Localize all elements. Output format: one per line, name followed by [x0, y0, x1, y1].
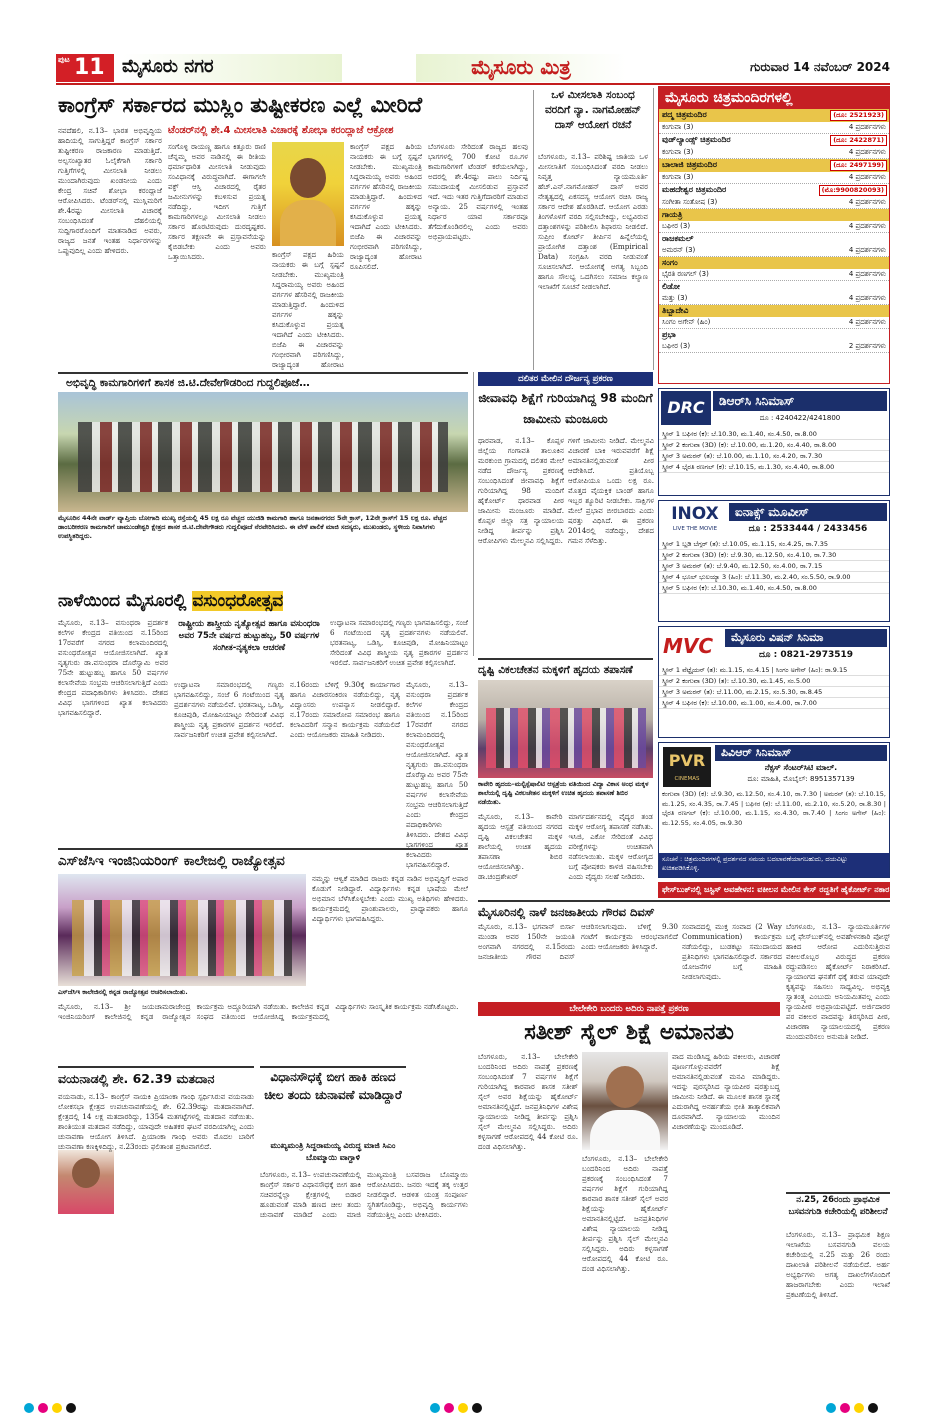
vasundhara-body-col5: ಮೈಸೂರು, ನ.13– ವಸುಂಧರಾ ಪ್ರದರ್ಶಕ ಕಲೆಗಳ ಕೇಂದ್ರದ ವತಿಯಿಂದ ನ.15ರಿಂದ 17ರವರೆಗೆ ನಗರದ ಕಲಾಮಂದಿರದಲ್ಲಿ ವಸುಂಧರೋತ್ಸವ ಆಯೋಜಿಸಲಾಗಿದೆ. ಖ್ಯಾತ ನೃತ್ಯಗುರು ಡಾ.ವಸುಂಧರಾ ದೊರೆಸ್ವಾಮಿ ಅವರ 75ನೇ ಹುಟ್ಟುಹಬ್ಬ ಹಾಗೂ 50 ವರ್ಷಗಳ ಕಲಾಸೇವೆಯ ಸಂಭ್ರಮ ಆಚರಿಸಲಾಗುತ್ತಿದೆ ಎಂದು ಕೇಂದ್ರದ ಪದಾಧಿಕಾರಿಗಳು ತಿಳಿಸಿದರು. ದೇಶದ ವಿವಿಧ ಭಾಗಗಳಿಂದ ಖ್ಯಾತ ಕಲಾವಿದರು ಭಾಗವಹಿಸಲಿದ್ದಾರೆ.: [406, 680, 468, 869]
theatre-show-row: [659, 172, 889, 184]
showtime-line: ಸ್ಕ್ರೀನ್ 1 ವೆಟ್ಟೈಯನ್ (ತ): ಮ.1.15, ಸಂ.4.15 | ಸಿಂಗಂ ಅಗೇನ್ (ಹಿಂ): ರಾ.9.15: [659, 665, 889, 676]
show-count: 4 ಪ್ರದರ್ಶನಗಳು: [848, 246, 886, 254]
blind-photo: [478, 680, 653, 778]
facebook-headline-text: ಫೇಸ್‌ಬುಕ್‌ನಲ್ಲಿ ಜಸ್ಟಿಸ್ ಅವಹೇಳನ: ವಕೀಲನ ಮೇಲಿನ ಕೇಸ್ ರದ್ದತಿಗೆ ಹೈಕೋರ್ಟ್ ನಕಾರ: [662, 885, 890, 894]
showtime-line: ಸ್ಕ್ರೀನ್ 1 ಬ್ಲಡಿ ಬೆಗ್ಗರ್ (ತ): ಬೆ.10.05, ಮ.1.15, ಸಂ.4.25, ರಾ.7.35: [659, 539, 889, 550]
mvc-title: ಮೈಸೂರು ವಿಷನ್ ಸಿನಿಮಾ: [725, 629, 887, 647]
inox-showtimes: [659, 539, 889, 594]
theatre-show-row: [659, 245, 889, 257]
sjce-headline: ಎಸ್‌ಜೆಸಿಇ ಇಂಜಿನಿಯರಿಂಗ್ ಕಾಲೇಜಲ್ಲಿ ರಾಜ್ಯೋತ್ಸವ: [58, 848, 468, 870]
theatre-show-row: [659, 122, 889, 134]
masthead: ಮೈಸೂರು ಮಿತ್ರ: [416, 54, 626, 82]
vasundhara-body-col4: ಉದ್ಘಾಟನಾ ಸಮಾರಂಭದಲ್ಲಿ ಗಣ್ಯರು ಭಾಗವಹಿಸಲಿದ್ದು, ಸಂಜೆ 6 ಗಂಟೆಯಿಂದ ನೃತ್ಯ ಪ್ರದರ್ಶನಗಳು ನಡೆಯಲಿವೆ. ಭರತನಾಟ್ಯ, ಒಡಿಸ್ಸಿ, ಕೂಚಿಪುಡಿ, ಮೋಹಿನಿಯಾಟ್ಟಂ ಸೇರಿದಂತೆ ವಿವಿಧ ಶಾಸ್ತ್ರೀಯ ನೃತ್ಯ ಪ್ರಕಾರಗಳ ಪ್ರದರ್ಶನ ಇರಲಿದೆ. ಸಾರ್ವಜನಿಕರಿಗೆ ಉಚಿತ ಪ್ರವೇಶ ಕಲ್ಪಿಸಲಾಗಿದೆ.: [330, 618, 468, 667]
bypoll-headline: [786, 1192, 890, 1226]
pvr-subtitle: ನೆಕ್ಸಸ್ ಸೆಂಟರ್‌ಸಿಟಿ ಮಾಲ್.: [764, 763, 838, 772]
page-header: [56, 54, 890, 82]
film-title: ಬಘೀರ (3): [662, 222, 691, 230]
vidhana-body: ಬೆಂಗಳೂರು, ನ.13– ಉಪಚುನಾವಣೆಯಲ್ಲಿ ಕಾಂಗ್ರೆಸ್ ಸರ್ಕಾರ ವಿಧಾನಸೌಧಕ್ಕೆ ಬೀಗ ಹಾಕಿ ಸಚಿವರನ್ನೆಲ್ಲಾ ಕ್ಷೇತ್ರಗಳಲ್ಲಿ ಬಿಡಾರ ಹೂಡುವಂತೆ ಮಾಡಿ ಹಣದ ಚೀಲ ತಂದು ಚುನಾವಣೆ ಮಾಡಿದೆ ಎಂದು ಮಾಜಿ ಮುಖ್ಯಮಂತ್ರಿ ಬಸವರಾಜ ಬೊಮ್ಮಾಯಿ ಆರೋಪಿಸಿದರು. ಜನರು ಇದಕ್ಕೆ ತಕ್ಕ ಉತ್ತರ ನೀಡಲಿದ್ದಾರೆ. ಆಡಳಿತ ಯಂತ್ರ ಸಂಪೂರ್ಣ ಸ್ಥಗಿತಗೊಂಡಿದ್ದು, ಅಭಿವೃದ್ಧಿ ಕಾರ್ಯಗಳು ನಡೆಯುತ್ತಿಲ್ಲ ಎಂದು ಟೀಕಿಸಿದರು.: [260, 1170, 468, 1219]
registration-dot: [840, 1403, 850, 1413]
registration-dot: [868, 1403, 878, 1413]
theatre-title: ಪ್ರಭಾ: [662, 330, 676, 339]
lead-headline: ಕಾಂಗ್ರೆಸ್ ಸರ್ಕಾರದ ಮುಸ್ಲಿಂ ತುಷ್ಟೀಕರಣ ಎಲ್ಲೆ ಮೀರಿದೆ: [58, 93, 423, 117]
bail-body-col1: ಧಾರವಾಡ, ನ.13– ಕೊಪ್ಪಳ ಜಿಲ್ಲೆಯ ಗಂಗಾವತಿ ತಾಲೂಕಿನ ಮರಕುಂಬಿ ಗ್ರಾಮದಲ್ಲಿ ದಲಿತರ ಮೇಲೆ ನಡೆದ ದೌರ್ಜನ್ಯ ಪ್ರಕರಣಕ್ಕೆ ಸಂಬಂಧಿಸಿದಂತೆ ಜೀವಾವಧಿ ಶಿಕ್ಷೆಗೆ ಗುರಿಯಾಗಿದ್ದ 98 ಮಂದಿಗೆ ಹೈಕೋರ್ಟ್ ಧಾರವಾಡ ಪೀಠ ಜಾಮೀನು ಮಂಜೂರು ಮಾಡಿದೆ. ಕೊಪ್ಪಳ ಜಿಲ್ಲಾ ಸತ್ರ ನ್ಯಾಯಾಲಯ ನೀಡಿದ್ದ ತೀರ್ಪನ್ನು ಪ್ರಶ್ನಿಸಿ ಆರೋಪಿಗಳು ಮೇಲ್ಮನವಿ ಸಲ್ಲಿಸಿದ್ದರು.: [478, 436, 564, 545]
show-count: 4 ಪ್ರದರ್ಶನಗಳು: [848, 173, 886, 181]
lead-body-col3: ಕಾಂಗ್ರೆಸ್ ಪಕ್ಷದ ಹಿರಿಯ ನಾಯಕರು ಈ ಬಗ್ಗೆ ಸ್ಪಷ್ಟನೆ ನೀಡಬೇಕು. ಮುಖ್ಯಮಂತ್ರಿ ಸಿದ್ದರಾಮಯ್ಯ ಅವರು ಅಹಿಂದ ವರ್ಗಗಳ ಹೆಸರಿನಲ್ಲಿ ರಾಜಕೀಯ ಮಾಡುತ್ತಿದ್ದಾರೆ. ಹಿಂದುಳಿದ ವರ್ಗಗಳ ಹಕ್ಕನ್ನು ಕಸಿದುಕೊಳ್ಳುವ ಪ್ರಯತ್ನ ಇದಾಗಿದೆ ಎಂದು ಟೀಕಿಸಿದರು. ಬಿಜೆಪಿ ಈ ವಿಚಾರವನ್ನು ಗಂಭೀರವಾಗಿ ಪರಿಗಣಿಸಿದ್ದು, ರಾಜ್ಯಾದ್ಯಂತ ಹೋರಾಟ: [272, 250, 344, 369]
theatre-show-row: [659, 197, 889, 209]
color-registration-dots-center: [430, 1398, 550, 1410]
person-face: [606, 1066, 644, 1108]
drc-logo: DRC: [661, 391, 711, 425]
lead-body-col2: ಸಂಗೊಳ್ಳಿ ರಾಯಣ್ಣ ಹಾಗೂ ಕಿತ್ತೂರು ರಾಣಿ ಚೆನ್ನಮ್ಮ ಅವರ ನಾಡಿನಲ್ಲಿ ಈ ರೀತಿಯ ಧರ್ಮಾಧಾರಿತ ಮೀಸಲಾತಿ ನೀಡುವುದು ಸಂವಿಧಾನಕ್ಕೆ ವಿರುದ್ಧವಾಗಿದೆ. ಈಗಾಗಲೇ ವಕ್ಫ್ ಆಸ್ತಿ ವಿಚಾರದಲ್ಲಿ ರೈತರ ಜಮೀನುಗಳನ್ನು ಕಬಳಿಸುವ ಪ್ರಯತ್ನ ನಡೆದಿದ್ದು, ಇದೀಗ ಗುತ್ತಿಗೆ ಕಾಮಗಾರಿಗಳಲ್ಲೂ ಮೀಸಲಾತಿ ನೀಡಲು ಸರ್ಕಾರ ಹೊರಟಿರುವುದು ದುರದೃಷ್ಟಕರ. ಸರ್ಕಾರ ತಕ್ಷಣವೇ ಈ ಪ್ರಸ್ತಾವನೆಯನ್ನು ಕೈಬಿಡಬೇಕು ಎಂದು ಅವರು ಒತ್ತಾಯಿಸಿದರು.: [168, 142, 266, 261]
inox-tagline: LIVE THE MOVIE: [672, 526, 718, 532]
film-title: ಕಂಗುವಾ (3): [662, 123, 694, 131]
column-divider: [653, 88, 654, 370]
theatre-name: [659, 184, 889, 197]
registration-dot: [430, 1403, 440, 1413]
vidhana-deck: [260, 1140, 406, 1166]
inox-block: [658, 500, 890, 622]
registration-dot: [854, 1403, 864, 1413]
mvc-phone: ದೂ : 0821-2973519: [758, 650, 854, 660]
lead-body-col4: ಕಾಂಗ್ರೆಸ್ ಪಕ್ಷದ ಹಿರಿಯ ನಾಯಕರು ಈ ಬಗ್ಗೆ ಸ್ಪಷ್ಟನೆ ನೀಡಬೇಕು. ಮುಖ್ಯಮಂತ್ರಿ ಸಿದ್ದರಾಮಯ್ಯ ಅವರು ಅಹಿಂದ ವರ್ಗಗಳ ಹೆಸರಿನಲ್ಲಿ ರಾಜಕೀಯ ಮಾಡುತ್ತಿದ್ದಾರೆ. ಹಿಂದುಳಿದ ವರ್ಗಗಳ ಹಕ್ಕನ್ನು ಕಸಿದುಕೊಳ್ಳುವ ಪ್ರಯತ್ನ ಇದಾಗಿದೆ ಎಂದು ಟೀಕಿಸಿದರು. ಬಿಜೆಪಿ ಈ ವಿಚಾರವನ್ನು ಗಂಭೀರವಾಗಿ ಪರಿಗಣಿಸಿದ್ದು, ರಾಜ್ಯಾದ್ಯಂತ ಹೋರಾಟ ರೂಪಿಸಲಿದೆ.: [350, 142, 422, 271]
vasundhara-deck: [174, 618, 324, 674]
theatre-title: ವುಡ್‌ಲ್ಯಾಂಡ್ಸ್ ಚಿತ್ರಮಂದಿರ: [662, 135, 731, 144]
sail-photo: [582, 1052, 668, 1150]
wayanad-headline: ವಯನಾಡಲ್ಲಿ ಶೇ. 62.39 ಮತದಾನ: [58, 1066, 254, 1088]
theatre-name: [659, 209, 889, 221]
film-title: ಭೈರತಿ ರಣಗಲ್ (3): [662, 270, 709, 278]
gudalipuje-caption: ಮೈಸೂರಿನ 44ನೇ ವಾರ್ಡ್ ವ್ಯಾಪ್ತಿಯ ಬೋಗಾದಿ ಮುಖ್ಯ ರಸ್ತೆಯಲ್ಲಿ 45 ಲಕ್ಷ ರೂ ವೆಚ್ಚದ ಯುಜಿಡಿ ಕಾಮಗಾರಿ ಹಾಗೂ ಜನತಾನಗರದ 5ನೇ ಕ್ರಾಸ್, 12ನೇ ಕ್ರಾಸ್‌ಗೆ 15 ಲಕ್ಷ ರೂ. ವೆಚ್ಚದ ಡಾಂಬರೀಕರಣ ಕಾಮಗಾರಿಗೆ ಚಾಮುಂಡೇಶ್ವರಿ ಕ್ಷೇತ್ರದ ಶಾಸಕ ಜಿ.ಟಿ.ದೇವೇಗೌಡರು ಗುದ್ದಲಿಪೂಜೆ ನೆರವೇರಿಸಿದರು. ಈ ವೇಳೆ ಪಾಲಿಕೆ ಮಾಜಿ ಸದಸ್ಯರು, ಮುಖಂಡರು, ಸ್ಥಳೀಯ ನಿವಾಸಿಗಳು ಉಪಸ್ಥಿತರಿದ್ದರು.: [58, 514, 447, 540]
showtime-line: ಸ್ಕ್ರೀನ್ 4 ಭೈರತಿ ರಣಗಲ್ (ಕ): ಬೆ.10.15, ಮ.1.30, ಸಂ.4.40, ರಾ.8.00: [659, 462, 889, 473]
commission-body: ಬೆಂಗಳೂರು, ನ.13– ಪರಿಶಿಷ್ಟ ಜಾತಿಯ ಒಳ ಮೀಸಲಾತಿಗೆ ಸಂಬಂಧಿಸಿದಂತೆ ವರದಿ ನೀಡಲು ನಿವೃತ್ತ ನ್ಯಾಯಮೂರ್ತಿ ಹೆಚ್.ಎನ್.ನಾಗಮೋಹನ್ ದಾಸ್ ಅವರ ನೇತೃತ್ವದಲ್ಲಿ ಏಕಸದಸ್ಯ ಆಯೋಗ ರಚಿಸಿ ರಾಜ್ಯ ಸರ್ಕಾರ ಆದೇಶ ಹೊರಡಿಸಿದೆ. ಆಯೋಗ ಎರಡು ತಿಂಗಳೊಳಗೆ ವರದಿ ಸಲ್ಲಿಸಬೇಕಿದ್ದು, ಲಭ್ಯವಿರುವ ದತ್ತಾಂಶಗಳನ್ನು ಪರಿಶೀಲಿಸಿ ಶಿಫಾರಸು ನೀಡಲಿದೆ. ಸುಪ್ರೀಂ ಕೋರ್ಟ್ ತೀರ್ಪಿನ ಹಿನ್ನೆಲೆಯಲ್ಲಿ ಪ್ರಾಯೋಗಿಕ ದತ್ತಾಂಶ (Empirical Data) ಸಂಗ್ರಹಿಸಿ ವರದಿ ನೀಡುವಂತೆ ಸೂಚಿಸಲಾಗಿದೆ. ಆಯೋಗಕ್ಕೆ ಅಗತ್ಯ ಸಿಬ್ಬಂದಿ ಹಾಗೂ ಸೌಲಭ್ಯ ಒದಗಿಸಲು ಸಮಾಜ ಕಲ್ಯಾಣ ಇಲಾಖೆಗೆ ಸೂಚನೆ ನೀಡಲಾಗಿದೆ.: [538, 152, 648, 291]
blind-body: ಮೈಸೂರು, ನ.13– ಕಾವೇರಿ ಹೃದಯ ಆಸ್ಪತ್ರೆ ವತಿಯಿಂದ ನಗರದ ದೃಷ್ಟಿ ವಿಕಲಚೇತನ ಮಕ್ಕಳ ಶಾಲೆಯಲ್ಲಿ ಉಚಿತ ಹೃದಯ ತಪಾಸಣಾ ಶಿಬಿರ ಆಯೋಜಿಸಲಾಗಿತ್ತು. ಡಾ.ಚಂದ್ರಶೇಖರ್ ಮಾರ್ಗದರ್ಶನದಲ್ಲಿ ವೈದ್ಯರ ತಂಡ ಮಕ್ಕಳ ಆರೋಗ್ಯ ತಪಾಸಣೆ ನಡೆಸಿತು. ಇಸಿಜಿ, ಎಕೋ ಸೇರಿದಂತೆ ವಿವಿಧ ಪರೀಕ್ಷೆಗಳನ್ನು ಉಚಿತವಾಗಿ ನಡೆಸಲಾಯಿತು. ಮಕ್ಕಳ ಆರೋಗ್ಯದ ಬಗ್ಗೆ ಪೋಷಕರು ಕಾಳಜಿ ವಹಿಸಬೇಕು ಎಂದು ವೈದ್ಯರು ಸಲಹೆ ನೀಡಿದರು.: [478, 812, 653, 881]
header-divider: [56, 83, 890, 85]
show-count: 4 ಪ್ರದರ್ಶನಗಳು: [848, 198, 886, 206]
theatre-phone: (ದೂ: 2497199): [830, 160, 887, 171]
theatre-show-row: [659, 269, 889, 281]
inox-logo-text: INOX: [671, 504, 719, 524]
showtime-line: ಸ್ಕ್ರೀನ್ 3 ಅಮರನ್ (ತ): ಬೆ.10.00, ಮ.1.10, ಸಂ.4.20, ರಾ.7.30: [659, 451, 889, 462]
theatre-title: ಪದ್ಮ ಚಿತ್ರಮಂದಿರ: [662, 110, 707, 119]
pvr-logo-text: PVR: [668, 751, 706, 770]
theatre-name: [659, 159, 889, 172]
gudalipuje-photo: [58, 392, 468, 512]
pvr-logo-sub: CINEMAS: [674, 776, 700, 782]
sjce-photo: [58, 874, 306, 986]
sjce-caption: ಎಸ್‌ಜೆಸಿಇ ಕಾಲೇಜಿನಲ್ಲಿ ಕನ್ನಡ ರಾಜ್ಯೋತ್ಸವ ಆಚರಿಸಲಾಯಿತು.: [58, 988, 188, 996]
theatre-name: [659, 233, 889, 245]
mvc-logo: MVC: [663, 634, 714, 658]
show-count: 4 ಪ್ರದರ್ಶನಗಳು: [848, 294, 886, 302]
show-count: 4 ಪ್ರದರ್ಶನಗಳು: [848, 318, 886, 326]
section-title: ಮೈಸೂರು ನಗರ: [122, 54, 342, 82]
theatre-name: [659, 109, 889, 122]
showtime-line: ಸ್ಕ್ರೀನ್ 4 ಭೂಲ್ ಭುಲಯ್ಯಾ 3 (ಹಿಂ): ಬೆ.11.30, ಮ.2.40, ಸಂ.5.50, ರಾ.9.00: [659, 572, 889, 583]
facebook-headline-band: [658, 882, 890, 898]
theatre-phone: (ದೂ: 2422871): [830, 135, 887, 146]
film-title: ಸಂಗೀತಾ ಸಂತೋಷ (3): [662, 198, 718, 206]
sail-kicker: ಬೇಲೇಕೇರಿ ಬಂದರು ಅದಿರು ನಾಪತ್ತೆ ಪ್ರಕರಣ: [478, 1002, 780, 1016]
showtime-line: ಸ್ಕ್ರೀನ್ 2 ಕಂಗುವಾ (3D) (ಕ): ಬೆ.10.00, ಮ.1.20, ಸಂ.4.40, ರಾ.8.00: [659, 440, 889, 451]
showtime-line: ಸ್ಕ್ರೀನ್ 4 ಬಘೀರ (ಕ): ಬೆ.10.00, ಮ.1.00, ಸಂ.4.00, ರಾ.7.00: [659, 698, 889, 709]
registration-dot: [472, 1403, 482, 1413]
theatre-list: [659, 109, 889, 353]
theatre-show-row: [659, 341, 889, 353]
vasundhara-headline-highlight: ವಸುಂಧರೋತ್ಸವ: [192, 591, 284, 611]
theatre-title: ರಾಜಕಮಲ್: [662, 234, 694, 243]
showtime-line: ಸ್ಕ್ರೀನ್ 1 ಬಘೀರ (ಕ): ಬೆ.10.30, ಮ.1.40, ಸಂ.4.50, ರಾ.8.00: [659, 429, 889, 440]
pvr-phone: ದೂ: ಮಾಹಿತಿ, ಮೊಬೈಲ್: 8951357139: [747, 775, 855, 783]
janajatiya-headline: ಮೈಸೂರಿನಲ್ಲಿ ನಾಳೆ ಜನಜಾತೀಯ ಗೌರವ ದಿವಸ್: [478, 900, 890, 920]
janajatiya-body2: ಸಂವಾದದಲ್ಲಿ ಮುಕ್ತ ಸಂವಾದ (2 Way Communication) ಕಾರ್ಯಕ್ರಮ ನಡೆಯಲಿದ್ದು, ಬುಡಕಟ್ಟು ಸಮುದಾಯದ ಪ್ರತಿನಿಧಿಗಳು ಭಾಗವಹಿಸಲಿದ್ದಾರೆ. ಸರ್ಕಾರದ ಯೋಜನೆಗಳ ಬಗ್ಗೆ ಮಾಹಿತಿ ನೀಡಲಾಗುವುದು.: [682, 922, 782, 981]
sail-headline: ಸತೀಶ್ ಸೈಲ್ ಶಿಕ್ಷೆ ಅಮಾನತು: [524, 1020, 734, 1045]
film-title: ಅಮರನ್ (3): [662, 246, 696, 254]
sail-body-col2: ಬೆಂಗಳೂರು, ನ.13– ಬೇಲೇಕೇರಿ ಬಂದರಿನಿಂದ ಅದಿರು ನಾಪತ್ತೆ ಪ್ರಕರಣಕ್ಕೆ ಸಂಬಂಧಿಸಿದಂತೆ 7 ವರ್ಷಗಳ ಶಿಕ್ಷೆಗೆ ಗುರಿಯಾಗಿದ್ದ ಕಾರವಾರ ಶಾಸಕ ಸತೀಶ್ ಸೈಲ್ ಅವರ ಶಿಕ್ಷೆಯನ್ನು ಹೈಕೋರ್ಟ್ ಅಮಾನತಿನಲ್ಲಿಟ್ಟಿದೆ. ಜನಪ್ರತಿನಿಧಿಗಳ ವಿಶೇಷ ನ್ಯಾಯಾಲಯ ನೀಡಿದ್ದ ತೀರ್ಪನ್ನು ಪ್ರಶ್ನಿಸಿ ಸೈಲ್ ಮೇಲ್ಮನವಿ ಸಲ್ಲಿಸಿದ್ದರು. ಅದಿರು ಕಳ್ಳಸಾಗಣೆ ಆರೋಪದಲ್ಲಿ 44 ಕೋಟಿ ರೂ. ದಂಡ ವಿಧಿಸಲಾಗಿತ್ತು.: [582, 1154, 668, 1273]
theatre-title: ಸಂಗಂ: [662, 258, 678, 267]
showtime-line: ಸ್ಕ್ರೀನ್ 3 ಅಮರನ್ (ತ): ಬೆ.9.40, ಮ.12.50, ಸಂ.4.00, ರಾ.7.15: [659, 561, 889, 572]
page-number-badge: [56, 54, 114, 82]
registration-dot: [38, 1403, 48, 1413]
drc-cinemas-block: [658, 388, 890, 496]
vasundhara-headline-plain: ನಾಳೆಯಿಂದ ಮೈಸೂರಲ್ಲಿ: [58, 591, 193, 611]
janajatiya-body1: ಮೈಸೂರು, ನ.13– ಭಗವಾನ್ ಬಿರ್ಸಾ ಮುಂಡಾ ಅವರ 150ನೇ ಜಯಂತಿ ಅಂಗವಾಗಿ ನಗರದಲ್ಲಿ ನ.15ರಂದು ಜನಜಾತೀಯ ಗೌರವ ದಿವಸ್ ಆಚರಿಸಲಾಗುವುದು. ಬೆಳಿಗ್ಗೆ 9.30 ಗಂಟೆಗೆ ಕಾರ್ಯಕ್ರಮ ಆರಂಭವಾಗಲಿದೆ ಎಂದು ಆಯೋಜಕರು ತಿಳಿಸಿದ್ದಾರೆ.: [478, 922, 678, 961]
color-registration-dots-left: [24, 1398, 144, 1410]
bypoll-headline-text: ನ.25, 26ರಂದು ಪ್ರಾಥಮಿಕ ಬಸವನಗುಡಿ ಕಚೇರಿಯಲ್ಲಿ ಪರಿಶೀಲನೆ: [788, 1195, 888, 1217]
showtime-line: ಸ್ಕ್ರೀನ್ 2 ಕಂಗುವಾ (3D) (ಕ): ಬೆ.9.30, ಮ.12.50, ಸಂ.4.10, ರಾ.7.30: [659, 550, 889, 561]
commission-headline: [538, 88, 648, 148]
mvc-block: [658, 626, 890, 738]
film-title: ಮತ್ತು (3): [662, 294, 688, 302]
lead-subhead: ಟೆಂಡರ್‌ನಲ್ಲಿ ಶೇ.4 ಮೀಸಲಾತಿ ವಿಚಾರಕ್ಕೆ ಶೋಭಾ ಕರಂದ್ಲಾಜೆ ಆಕ್ರೋಶ: [168, 125, 394, 136]
film-title: ಸಿಂಗಂ ಅಗೇನ್ (ಹಿಂ): [662, 318, 711, 326]
theatre-show-row: [659, 221, 889, 233]
registration-dot: [444, 1403, 454, 1413]
registration-dot: [52, 1403, 62, 1413]
pvr-note: ಸೂಚನೆ : ಚಿತ್ರಮಂದಿರಗಳಲ್ಲಿ ಪ್ರದರ್ಶನದ ಸಮಯ ಬದಲಾವಣೆಯಾಗಬಹುದು, ದಯವಿಟ್ಟು ಖಚಿತಪಡಿಸಿಕೊಳ್ಳಿ.: [659, 853, 889, 877]
sjce-body-bottom: ಮೈಸೂರು, ನ.13– ಶ್ರೀ ಜಯಚಾಮರಾಜೇಂದ್ರ ಇಂಜಿನಿಯರಿಂಗ್ ಕಾಲೇಜಿನಲ್ಲಿ ಕನ್ನಡ ರಾಜ್ಯೋತ್ಸವ ಕಾರ್ಯಕ್ರಮ ಅದ್ದೂರಿಯಾಗಿ ನಡೆಯಿತು. ಕಾಲೇಜಿನ ಕನ್ನಡ ಸಂಘದ ವತಿಯಿಂದ ಆಯೋಜಿಸಿದ್ದ ಕಾರ್ಯಕ್ರಮದಲ್ಲಿ ವಿದ್ಯಾರ್ಥಿಗಳು ಸಾಂಸ್ಕೃತಿಕ ಕಾರ್ಯಕ್ರಮ ನಡೆಸಿಕೊಟ್ಟರು.: [58, 1002, 459, 1021]
pvr-logo: [663, 747, 711, 787]
theatre-title: ಮಹದೇಶ್ವರ ಚಿತ್ರಮಂದಿರ: [662, 185, 727, 194]
page-label: ಪುಟ: [58, 55, 70, 64]
show-count: 4 ಪ್ರದರ್ಶನಗಳು: [848, 123, 886, 131]
color-registration-dots-right: [826, 1398, 946, 1410]
people-group: [78, 422, 448, 492]
theatre-show-row: [659, 293, 889, 305]
drc-showtimes: [659, 429, 889, 473]
bypoll-body: ಬೆಂಗಳೂರು, ನ.13– ಪ್ರಾಥಮಿಕ ಶಿಕ್ಷಣ ಇಲಾಖೆಯ ಬಸವನಗುಡಿ ವಲಯ ಕಚೇರಿಯಲ್ಲಿ ನ.25 ಮತ್ತು 26 ರಂದು ದಾಖಲಾತಿ ಪರಿಶೀಲನೆ ನಡೆಯಲಿದೆ. ಅರ್ಹ ಅಭ್ಯರ್ಥಿಗಳು ಅಗತ್ಯ ದಾಖಲೆಗಳೊಂದಿಗೆ ಹಾಜರಾಗಬೇಕು ಎಂದು ಇಲಾಖೆ ಪ್ರಕಟಣೆಯಲ್ಲಿ ತಿಳಿಸಿದೆ.: [786, 1230, 890, 1299]
theatre-title: ತಿಬ್ಬಾದೇವಿ: [662, 306, 689, 315]
page-number: 11: [74, 55, 105, 80]
theatre-phone: (ದೂ: 2521923): [830, 110, 887, 121]
blind-headline: ದೃಷ್ಟಿ ವಿಕಲಚೇತನ ಮಕ್ಕಳಿಗೆ ಹೃದಯ ತಪಾಸಣೆ: [478, 658, 653, 678]
film-title: ಕಂಗುವಾ (3): [662, 173, 694, 181]
theatre-show-row: [659, 147, 889, 159]
theatre-name: [659, 134, 889, 147]
lead-photo-shobha: [272, 142, 344, 246]
column-divider: [473, 372, 474, 656]
vidhana-headline-text: ವಿಧಾನಸೌಧಕ್ಕೆ ಬೀಗ ಹಾಕಿ ಹಣದ ಚೀಲ ತಂದು ಚುನಾವಣೆ ಮಾಡಿದ್ದಾರೆ: [264, 1070, 402, 1102]
stage-people: [72, 900, 292, 976]
theatre-name: [659, 257, 889, 269]
vidhana-headline: [260, 1066, 406, 1138]
sjce-body-right: ನಮ್ಮನ್ನು ಆಳ್ವಿಕೆ ಮಾಡಿದ ರಾಜರು ಕನ್ನಡ ನಾಡಿನ ಅಭಿವೃದ್ಧಿಗೆ ಅಪಾರ ಕೊಡುಗೆ ನೀಡಿದ್ದಾರೆ. ವಿದ್ಯಾರ್ಥಿಗಳು ಕನ್ನಡ ಭಾಷೆಯ ಮೇಲೆ ಅಭಿಮಾನ ಬೆಳೆಸಿಕೊಳ್ಳಬೇಕು ಎಂದು ಮುಖ್ಯ ಅತಿಥಿಗಳು ಹೇಳಿದರು. ಕಾರ್ಯಕ್ರಮದಲ್ಲಿ ಪ್ರಾಂಶುಪಾಲರು, ಪ್ರಾಧ್ಯಾಪಕರು ಹಾಗೂ ವಿದ್ಯಾರ್ಥಿಗಳು ಭಾಗವಹಿಸಿದ್ದರು.: [312, 874, 468, 923]
bail-headline-text: ಜೀವಾವಧಿ ಶಿಕ್ಷೆಗೆ ಗುರಿಯಾಗಿದ್ದ 98 ಮಂದಿಗೆ ಜಾಮೀನು ಮಂಜೂರು: [478, 391, 653, 426]
vasundhara-body-col2: ಉದ್ಘಾಟನಾ ಸಮಾರಂಭದಲ್ಲಿ ಗಣ್ಯರು ಭಾಗವಹಿಸಲಿದ್ದು, ಸಂಜೆ 6 ಗಂಟೆಯಿಂದ ನೃತ್ಯ ಪ್ರದರ್ಶನಗಳು ನಡೆಯಲಿವೆ. ಭರತನಾಟ್ಯ, ಒಡಿಸ್ಸಿ, ಕೂಚಿಪುಡಿ, ಮೋಹಿನಿಯಾಟ್ಟಂ ಸೇರಿದಂತೆ ವಿವಿಧ ಶಾಸ್ತ್ರೀಯ ನೃತ್ಯ ಪ್ರಕಾರಗಳ ಪ್ರದರ್ಶನ ಇರಲಿದೆ. ಸಾರ್ವಜನಿಕರಿಗೆ ಉಚಿತ ಪ್ರವೇಶ ಕಲ್ಪಿಸಲಾಗಿದೆ.: [174, 680, 284, 739]
film-title: ಕಂಗುವಾ (3): [662, 148, 694, 156]
sail-body-col1: ಬೆಂಗಳೂರು, ನ.13– ಬೇಲೇಕೇರಿ ಬಂದರಿನಿಂದ ಅದಿರು ನಾಪತ್ತೆ ಪ್ರಕರಣಕ್ಕೆ ಸಂಬಂಧಿಸಿದಂತೆ 7 ವರ್ಷಗಳ ಶಿಕ್ಷೆಗೆ ಗುರಿಯಾಗಿದ್ದ ಕಾರವಾರ ಶಾಸಕ ಸತೀಶ್ ಸೈಲ್ ಅವರ ಶಿಕ್ಷೆಯನ್ನು ಹೈಕೋರ್ಟ್ ಅಮಾನತಿನಲ್ಲಿಟ್ಟಿದೆ. ಜನಪ್ರತಿನಿಧಿಗಳ ವಿಶೇಷ ನ್ಯಾಯಾಲಯ ನೀಡಿದ್ದ ತೀರ್ಪನ್ನು ಪ್ರಶ್ನಿಸಿ ಸೈಲ್ ಮೇಲ್ಮನವಿ ಸಲ್ಲಿಸಿದ್ದರು. ಅದಿರು ಕಳ್ಳಸಾಗಣೆ ಆರೋಪದಲ್ಲಿ 44 ಕೋಟಿ ರೂ. ದಂಡ ವಿಧಿಸಲಾಗಿತ್ತು.: [478, 1052, 578, 1151]
theatre-name: [659, 329, 889, 341]
pvr-showtimes: ಕಂಗುವಾ (3D) (ಕ): ಬೆ.9.30, ಮ.12.50, ಸಂ.4.10, ರಾ.7.30 | ಅಮರನ್ (ತ): ಬೆ.10.15, ಮ.1.25, ಸಂ.4.35, ರಾ.7.45 | ಬಘೀರ (ಕ): ಬೆ.11.00, ಮ.2.10, ಸಂ.5.20, ರಾ.8.30 | ಭೈರತಿ ರಣಗಲ್ (ಕ): ಬೆ.10.00, ಮ.1.15, ಸಂ.4.30, ರಾ.7.40 | ಸಿಂಗಂ ಅಗೇನ್ (ಹಿಂ): ಮ.12.55, ಸಂ.4.05, ರಾ.9.30: [662, 790, 886, 827]
inox-logo: [663, 503, 727, 537]
show-count: 4 ಪ್ರದರ್ಶನಗಳು: [848, 222, 886, 230]
registration-dot: [24, 1403, 34, 1413]
person-shirt: [590, 1110, 660, 1150]
person-body: [280, 200, 336, 246]
theatre-listing-panel: [658, 86, 890, 384]
vasundhara-deck-text: ರಾಷ್ಟ್ರೀಯ ಶಾಸ್ತ್ರೀಯ ನೃತ್ಯೋತ್ಸವ ಹಾಗೂ ವಸುಂಧರಾ ಅವರ 75ನೇ ವರ್ಷದ ಹುಟ್ಟುಹಬ್ಬ, 50 ವರ್ಷಗಳ ಸಂಗೀತ-ನೃತ್ಯಕಲಾ ಆಚರಣೆ: [178, 619, 320, 653]
show-count: 4 ಪ್ರದರ್ಶನಗಳು: [848, 148, 886, 156]
bail-headline: [478, 388, 653, 432]
bail-kicker: ದಲಿತರ ಮೇಲಿನ ದೌರ್ಜನ್ಯ ಪ್ರಕರಣ: [478, 372, 653, 386]
vasundhara-body-col1: ಮೈಸೂರು, ನ.13– ವಸುಂಧರಾ ಪ್ರದರ್ಶಕ ಕಲೆಗಳ ಕೇಂದ್ರದ ವತಿಯಿಂದ ನ.15ರಿಂದ 17ರವರೆಗೆ ನಗರದ ಕಲಾಮಂದಿರದಲ್ಲಿ ವಸುಂಧರೋತ್ಸವ ಆಯೋಜಿಸಲಾಗಿದೆ. ಖ್ಯಾತ ನೃತ್ಯಗುರು ಡಾ.ವಸುಂಧರಾ ದೊರೆಸ್ವಾಮಿ ಅವರ 75ನೇ ಹುಟ್ಟುಹಬ್ಬ ಹಾಗೂ 50 ವರ್ಷಗಳ ಕಲಾಸೇವೆಯ ಸಂಭ್ರಮ ಆಚರಿಸಲಾಗುತ್ತಿದೆ ಎಂದು ಕೇಂದ್ರದ ಪದಾಧಿಕಾರಿಗಳು ತಿಳಿಸಿದರು. ದೇಶದ ವಿವಿಧ ಭಾಗಗಳಿಂದ ಖ್ಯಾತ ಕಲಾವಿದರು ಭಾಗವಹಿಸಲಿದ್ದಾರೆ.: [58, 618, 168, 717]
column-divider: [533, 90, 534, 370]
gudalipuje-headline: ಅಭಿವೃದ್ಧಿ ಕಾಮಗಾರಿಗಳಿಗೆ ಶಾಸಕ ಜಿ.ಟಿ.ದೇವೇಗೌಡರಿಂದ ಗುದ್ದಲಿಪೂಜೆ…: [58, 372, 468, 390]
lead-body-col1: ನವದೆಹಲಿ, ನ.13– ಭಾರತ ಅಭಿವೃದ್ಧಿಯ ಹಾದಿಯಲ್ಲಿ ಸಾಗುತ್ತಿದ್ದರೆ ಕಾಂಗ್ರೆಸ್ ಸರ್ಕಾರ ತುಷ್ಟೀಕರಣ ರಾಜಕಾರಣ ಮಾಡುತ್ತಿದೆ. ಅಲ್ಪಸಂಖ್ಯಾತರ ಓಲೈಕೆಗಾಗಿ ಸರ್ಕಾರಿ ಗುತ್ತಿಗೆಗಳಲ್ಲಿ ಮೀಸಲಾತಿ ನೀಡಲು ಮುಂದಾಗಿರುವುದು ಖಂಡನೀಯ ಎಂದು ಕೇಂದ್ರ ಸಚಿವೆ ಶೋಭಾ ಕರಂದ್ಲಾಜೆ ಆರೋಪಿಸಿದರು. ಟೆಂಡರ್‌ನಲ್ಲಿ ಮುಸ್ಲಿಮರಿಗೆ ಶೇ.4ರಷ್ಟು ಮೀಸಲಾತಿ ವಿಚಾರಕ್ಕೆ ಸಂಬಂಧಿಸಿದಂತೆ ದೆಹಲಿಯಲ್ಲಿ ಸುದ್ದಿಗಾರರೊಂದಿಗೆ ಮಾತನಾಡಿದ ಅವರು, ರಾಜ್ಯದ ಜನತೆ ಇಂತಹ ನಿರ್ಧಾರಗಳನ್ನು ಒಪ್ಪುವುದಿಲ್ಲ ಎಂದು ಹೇಳಿದರು.: [58, 126, 162, 255]
inox-phone: ದೂ : 2533444 / 2433456: [748, 524, 868, 534]
showtime-line: ಸ್ಕ್ರೀನ್ 3 ಅಮರನ್ (ತ): ಬೆ.11.00, ಮ.2.15, ಸಂ.5.30, ರಾ.8.45: [659, 687, 889, 698]
registration-dot: [458, 1403, 468, 1413]
theatre-title: ಗಾಯತ್ರಿ: [662, 210, 683, 219]
commission-headline-text: ಒಳ ಮೀಸಲಾತಿ ಸಂಬಂಧ ವರದಿಗೆ ನ್ಯಾ. ನಾಗಮೋಹನ್ ದಾಸ್ ಆಯೋಗ ರಚನೆ: [544, 89, 642, 131]
facebook-body: ಬೆಂಗಳೂರು, ನ.13– ನ್ಯಾಯಮೂರ್ತಿಗಳ ಬಗ್ಗೆ ಫೇಸ್‌ಬುಕ್‌ನಲ್ಲಿ ಅವಹೇಳನಕಾರಿ ಪೋಸ್ಟ್ ಹಾಕಿದ ಆರೋಪ ಎದುರಿಸುತ್ತಿರುವ ವಕೀಲರೊಬ್ಬರ ವಿರುದ್ಧದ ಪ್ರಕರಣ ರದ್ದುಪಡಿಸಲು ಹೈಕೋರ್ಟ್ ನಿರಾಕರಿಸಿದೆ. ನ್ಯಾಯಾಂಗದ ಘನತೆಗೆ ಧಕ್ಕೆ ತರುವ ಯಾವುದೇ ಕೃತ್ಯವನ್ನು ಸಹಿಸಲು ಸಾಧ್ಯವಿಲ್ಲ. ಅಭಿವ್ಯಕ್ತಿ ಸ್ವಾತಂತ್ರ್ಯ ಎಂಬುದು ಅನಿಯಮಿತವಲ್ಲ ಎಂದು ನ್ಯಾಯಪೀಠ ಅಭಿಪ್ರಾಯಪಟ್ಟಿದೆ. ಅರ್ಜಿದಾರರ ಪರ ವಕೀಲರ ವಾದವನ್ನು ತಿರಸ್ಕರಿಸಿದ ಪೀಠ, ವಿಚಾರಣಾ ನ್ಯಾಯಾಲಯದಲ್ಲಿ ಪ್ರಕರಣ ಮುಂದುವರಿಸಲು ಅನುಮತಿ ನೀಡಿದೆ.: [786, 922, 890, 1041]
theatre-show-row: [659, 317, 889, 329]
theatre-name: [659, 305, 889, 317]
vasundhara-headline: [58, 588, 468, 614]
film-title: ಬಘೀರ (3): [662, 342, 691, 350]
wayanad-body: ವಯನಾಡು, ನ.13– ಕಾಂಗ್ರೆಸ್ ನಾಯಕಿ ಪ್ರಿಯಾಂಕಾ ಗಾಂಧಿ ಸ್ಪರ್ಧಿಸಿರುವ ವಯನಾಡು ಲೋಕಸಭಾ ಕ್ಷೇತ್ರದ ಉಪಚುನಾವಣೆಯಲ್ಲಿ ಶೇ. 62.39ರಷ್ಟು ಮತದಾನವಾಗಿದೆ. ಕ್ಷೇತ್ರದಲ್ಲಿ 14 ಲಕ್ಷ ಮತದಾರರಿದ್ದು, 1354 ಮತಗಟ್ಟೆಗಳಲ್ಲಿ ಮತದಾನ ನಡೆಯಿತು. ಶಾಂತಿಯುತ ಮತದಾನ ನಡೆದಿದ್ದು, ಯಾವುದೇ ಅಹಿತಕರ ಘಟನೆ ವರದಿಯಾಗಿಲ್ಲ ಎಂದು ಚುನಾವಣಾ ಆಯೋಗ ತಿಳಿಸಿದೆ. ಪ್ರಿಯಾಂಕಾ ಗಾಂಧಿ ಅವರು ಮೊದಲ ಬಾರಿಗೆ ಚುನಾವಣಾ ಕಣಕ್ಕಿಳಿದಿದ್ದು, ನ.23ರಂದು ಫಲಿತಾಂಶ ಪ್ರಕಟವಾಗಲಿದೆ.: [58, 1092, 254, 1151]
show-count: 4 ಪ್ರದರ್ಶನಗಳು: [848, 270, 886, 278]
theatre-listing-heading: ಮೈಸೂರು ಚಿತ್ರಮಂದಿರಗಳಲ್ಲಿ: [659, 87, 889, 109]
vasundhara-body-col3: ನ.16ರಂದು ಬೆಳಿಗ್ಗೆ 9.30ಕ್ಕೆ ಕಾರ್ಯಾಗಾರ ಹಾಗೂ ವಿಚಾರಸಂಕಿರಣ ನಡೆಯಲಿದ್ದು, ನೃತ್ಯ ವಿದ್ವಾಂಸರು ಉಪನ್ಯಾಸ ನೀಡಲಿದ್ದಾರೆ. ನ.17ರಂದು ಸಮಾರೋಪ ಸಮಾರಂಭ ಹಾಗೂ ಕಲಾವಿದರಿಗೆ ಸನ್ಮಾನ ಕಾರ್ಯಕ್ರಮ ನಡೆಯಲಿದೆ ಎಂದು ಆಯೋಜಕರು ಮಾಹಿತಿ ನೀಡಿದರು.: [290, 680, 400, 739]
inox-title: ಐನಾಕ್ಸ್ ಮೂವೀಸ್: [729, 503, 887, 521]
drc-phone: ದೂ : 4240422/4241800: [759, 414, 841, 422]
showtime-line: ಸ್ಕ್ರೀನ್ 5 ಬಘೀರ (ಕ): ಬೆ.10.30, ಮ.1.40, ಸಂ.4.50, ರಾ.8.00: [659, 583, 889, 594]
issue-date: ಗುರುವಾರ 14 ನವೆಂಬರ್ 2024: [750, 60, 890, 74]
showtime-line: ಸ್ಕ್ರೀನ್ 2 ಕಂಗುವಾ (3D) (ತ): ಬೆ.10.30, ಮ.1.45, ಸಂ.5.00: [659, 676, 889, 687]
registration-dot: [826, 1403, 836, 1413]
person-silhouette: [290, 158, 326, 198]
vidhana-deck-text: ಮುಖ್ಯಮಂತ್ರಿ ಸಿದ್ದರಾಮಯ್ಯ ವಿರುದ್ಧ ಮಾಜಿ ಸಿಎಂ ಬೊಮ್ಮಾಯಿ ವಾಗ್ದಾಳಿ: [270, 1141, 396, 1162]
show-count: 2 ಪ್ರದರ್ಶನಗಳು: [848, 342, 886, 350]
theatre-title: ಲಿಡೋ: [662, 282, 680, 291]
lead-body-col5: ಬೆಂಗಳೂರು ಸೇರಿದಂತೆ ರಾಜ್ಯದ ಹಲವು ಭಾಗಗಳಲ್ಲಿ 700 ಕೋಟಿ ರೂ.ಗಳ ಕಾಮಗಾರಿಗಳಿಗೆ ಟೆಂಡರ್ ಕರೆಯಲಾಗಿದ್ದು, ಅದರಲ್ಲಿ ಶೇ.4ರಷ್ಟು ಪಾಲು ನಿರ್ದಿಷ್ಟ ಸಮುದಾಯಕ್ಕೆ ಮೀಸಲಿಡುವ ಪ್ರಸ್ತಾವನೆ ಇದೆ. ಇದು ಇತರ ಗುತ್ತಿಗೆದಾರರಿಗೆ ಮಾಡುವ ಅನ್ಯಾಯ. 25 ವರ್ಷಗಳಲ್ಲಿ ಇಂತಹ ನಿರ್ಧಾರ ಯಾವ ಸರ್ಕಾರವೂ ತೆಗೆದುಕೊಂಡಿರಲಿಲ್ಲ ಎಂದು ಅವರು ಅಭಿಪ್ರಾಯಪಟ್ಟರು.: [428, 142, 528, 241]
sail-body-col3: ವಾದ ಮಂಡಿಸಿದ್ದ ಹಿರಿಯ ವಕೀಲರು, ವಿಚಾರಣೆ ಪೂರ್ಣಗೊಳ್ಳುವವರೆಗೆ ಶಿಕ್ಷೆ ಅಮಾನತಿನಲ್ಲಿಡುವಂತೆ ಮನವಿ ಮಾಡಿದ್ದರು. ಇದನ್ನು ಪುರಸ್ಕರಿಸಿದ ನ್ಯಾಯಪೀಠ ಷರತ್ತುಬದ್ಧ ಜಾಮೀನು ನೀಡಿದೆ. ಈ ಮೂಲಕ ಶಾಸಕ ಸ್ಥಾನಕ್ಕೆ ಎದುರಾಗಿದ್ದ ಅನರ್ಹತೆಯ ಭೀತಿ ತಾತ್ಕಾಲಿಕವಾಗಿ ದೂರವಾಗಿದೆ. ನ್ಯಾಯಾಲಯ ಮುಂದಿನ ವಿಚಾರಣೆಯನ್ನು ಮುಂದೂಡಿದೆ.: [672, 1052, 780, 1131]
drc-title: ಡಿಆರ್‌ಸಿ ಸಿನಿಮಾಸ್: [713, 391, 887, 411]
registration-dot: [66, 1403, 76, 1413]
theatre-phone: (ಮೊ:9900820093): [819, 185, 887, 196]
theatre-title: ಬಾಲಾಜಿ ಚಿತ್ರಮಂದಿರ: [662, 160, 717, 169]
blind-caption: ಕಾವೇರಿ ಹೃದಯ–ಮಲ್ಟಿಸ್ಪೆಷಾಲಿಟಿ ಆಸ್ಪತ್ರೆಯ ವತಿಯಿಂದ ವಿದ್ಯಾ ವಿಕಾಸ ಅಂಧ ಮಕ್ಕಳ ಶಾಲೆಯಲ್ಲಿ ದೃಷ್ಟಿ ವಿಕಲಚೇತನ ಮಕ್ಕಳಿಗೆ ಉಚಿತ ಹೃದಯ ತಪಾಸಣೆ ಶಿಬಿರ ನಡೆಯಿತು.: [478, 780, 649, 806]
children-group: [486, 708, 646, 768]
pvr-title: ಪಿವಿಆರ್ ಸಿನಿಮಾಸ್: [715, 745, 887, 761]
theatre-name: [659, 281, 889, 293]
bail-body-col2: ಗಳಿಗೆ ಜಾಮೀನು ನೀಡಿದೆ. ಮೇಲ್ಮನವಿ ವಿಚಾರಣೆ ಬಾಕಿ ಇರುವವರೆಗೆ ಶಿಕ್ಷೆ ಅಮಾನತಿನಲ್ಲಿಡುವಂತೆ ಪೀಠ ಆದೇಶಿಸಿದೆ. ಪ್ರತಿಯೊಬ್ಬ ಆರೋಪಿಯೂ ಒಂದು ಲಕ್ಷ ರೂ. ಮೊತ್ತದ ವೈಯಕ್ತಿಕ ಬಾಂಡ್ ಹಾಗೂ ಇಬ್ಬರ ಶ್ಯೂರಿಟಿ ನೀಡಬೇಕು. ಸಾಕ್ಷಿಗಳ ಮೇಲೆ ಪ್ರಭಾವ ಬೀರಬಾರದು ಎಂದು ಷರತ್ತು ವಿಧಿಸಿದೆ. ಈ ಪ್ರಕರಣ 2014ರಲ್ಲಿ ನಡೆದಿದ್ದು, ದೇಶದ ಗಮನ ಸೆಳೆದಿತ್ತು.: [568, 436, 654, 545]
mvc-showtimes: [659, 665, 889, 709]
pvr-block: [658, 742, 890, 878]
